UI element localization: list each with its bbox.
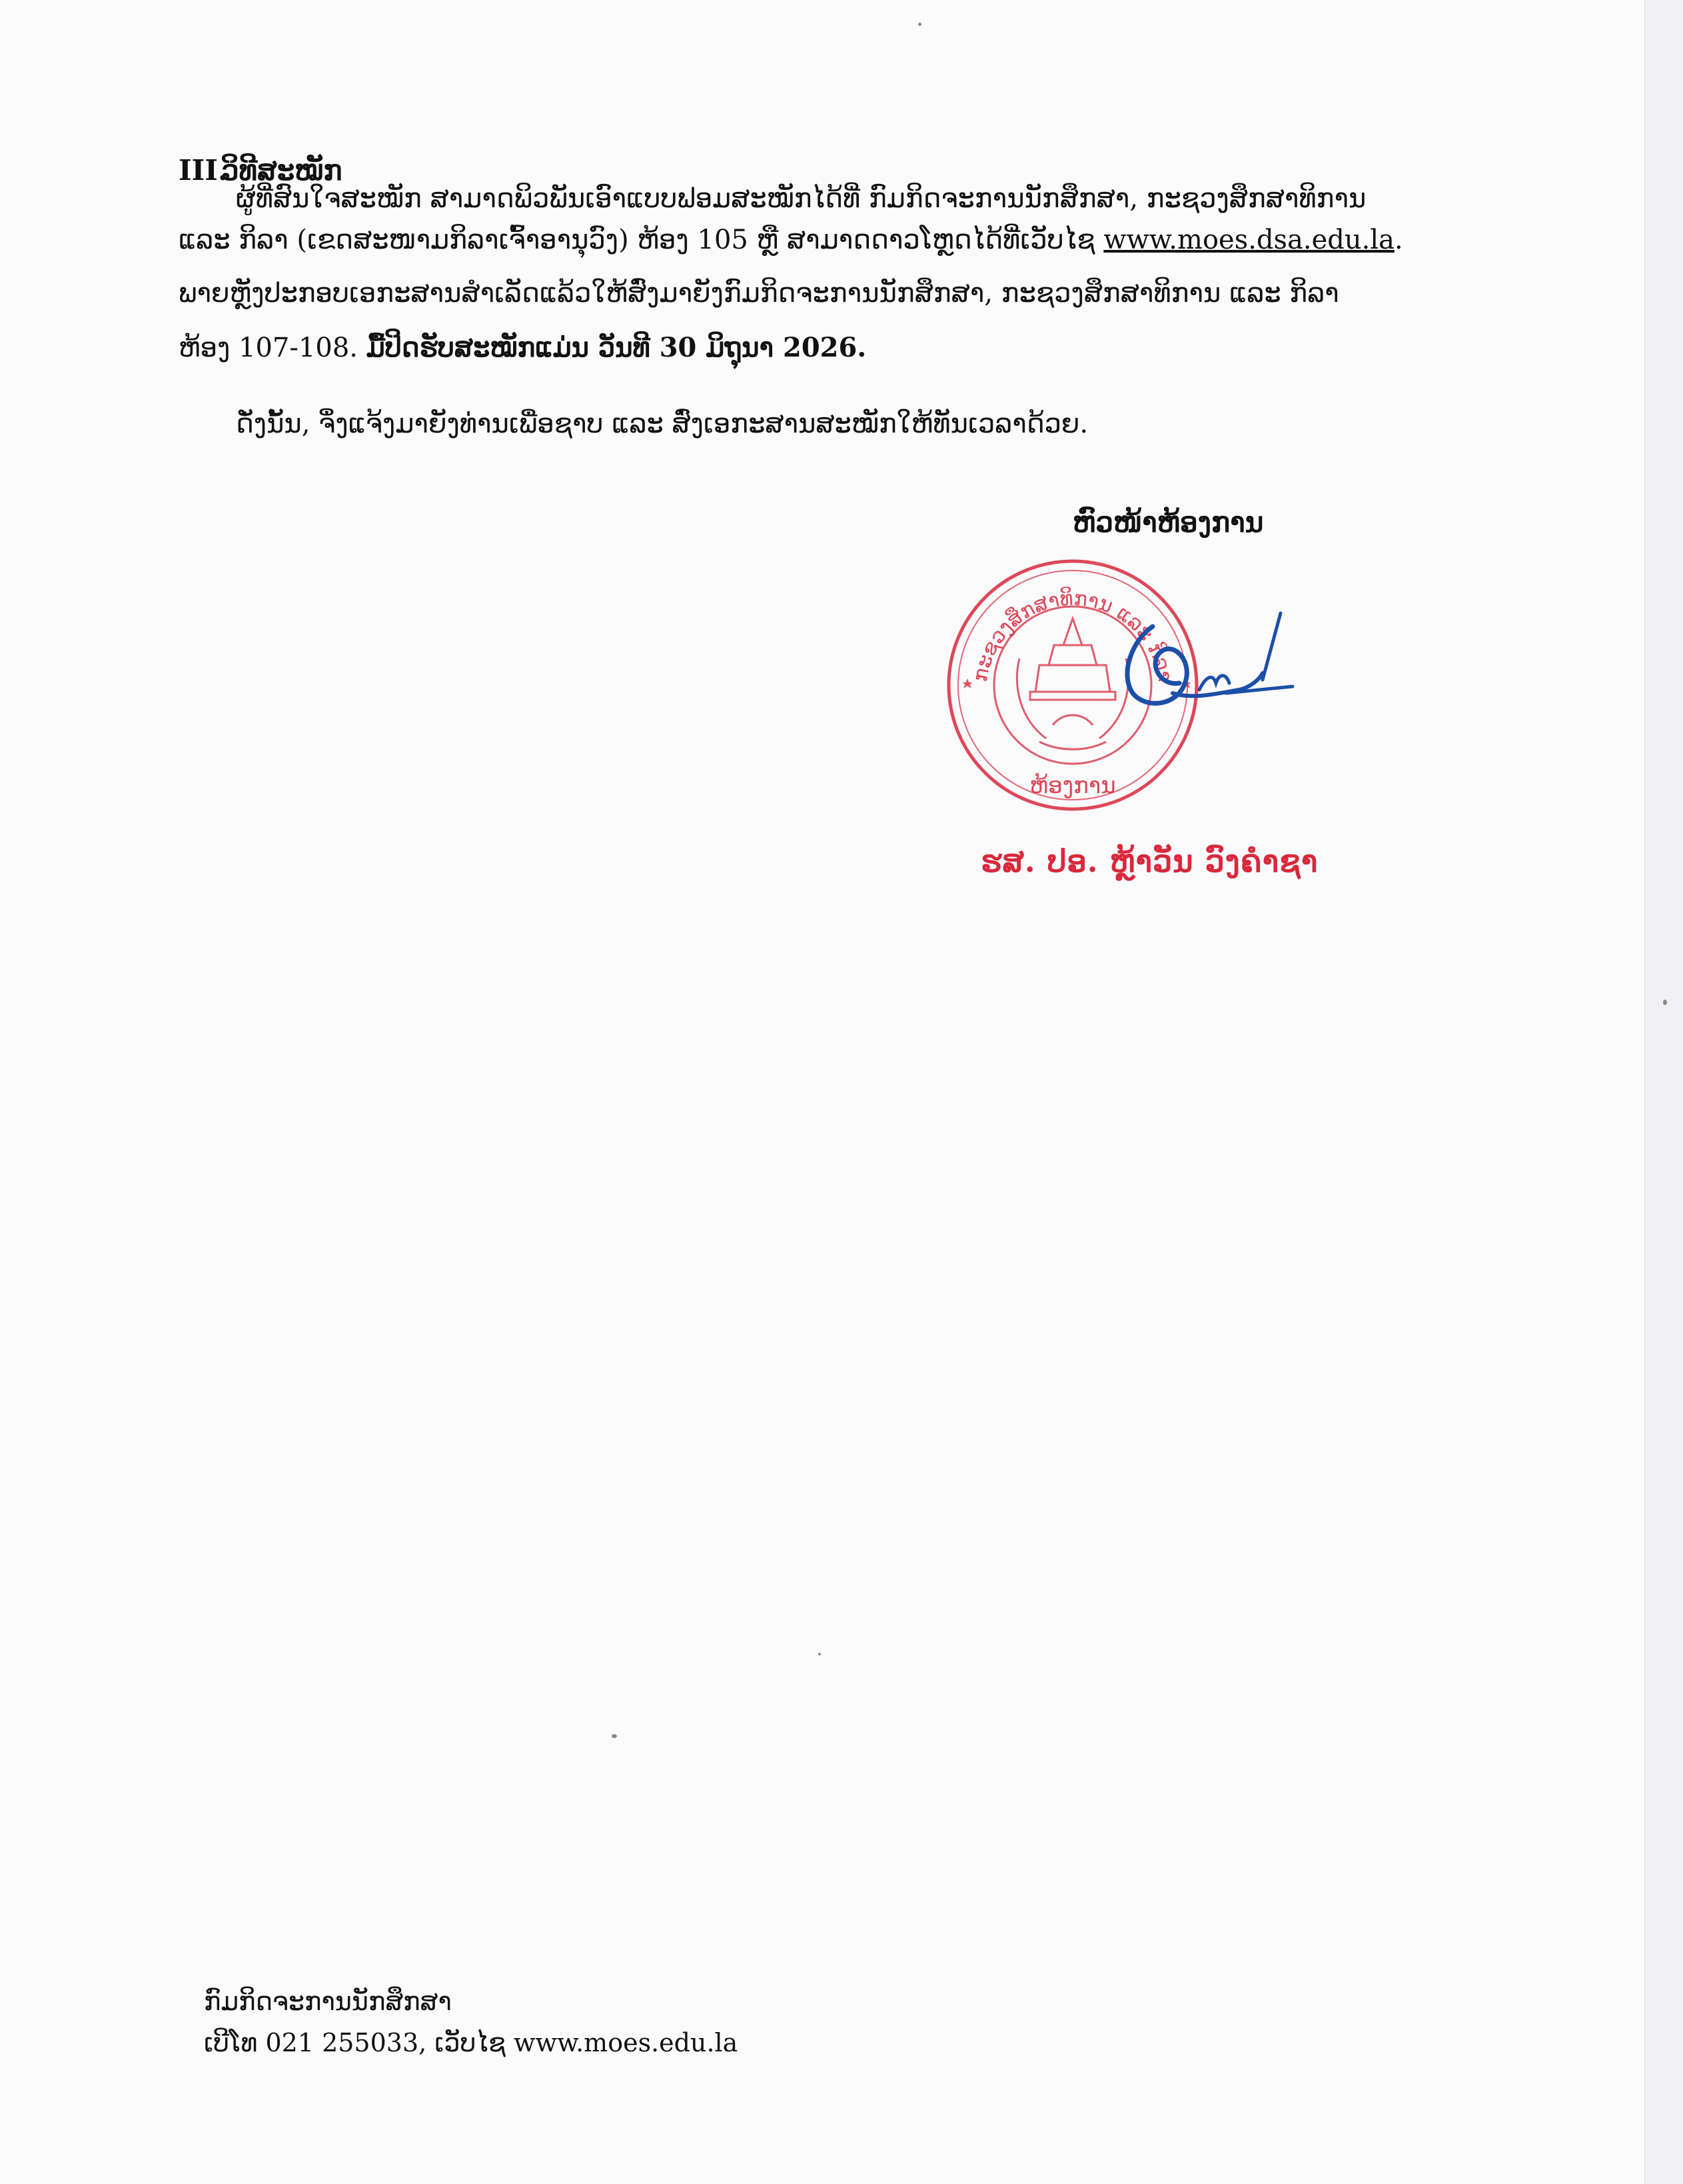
scan-speck [1663, 1000, 1667, 1005]
scan-speck [612, 1734, 617, 1738]
deadline-text: ມື້ປິດຮັບສະໝັກແມ່ນ ວັນທີ 30 ມິຖຸນາ 2026. [366, 332, 867, 363]
closing-line: ດັ່ງນັ້ນ, ຈຶ່ງແຈ້ງມາຍັງທ່ານເພື່ອຊາບ ແລະ ສົ່ງເອກະສານສະໝັກໃຫ້ທັນເວລາດ້ວຍ. [236, 409, 1089, 439]
signer-name: ຮສ. ປອ. ຫຼ້າວັນ ວົງຄໍາຊາ [981, 843, 1319, 879]
section-title: ວິທີສະໝັກ [221, 154, 342, 187]
body-line-2-period: . [1395, 225, 1403, 255]
section-number: III. [179, 154, 228, 187]
scan-edge [1646, 0, 1683, 2184]
body-line-4 [179, 329, 866, 367]
body-line-1: ຜູ້ທີ່ສົນໃຈສະໝັກ ສາມາດພິວພັນເອົາແບບຟອມສະໝັກໄດ້ທີ່ ກົມກິດຈະການນັກສຶກສາ, ກະຊວງສຶກສາທິການ [236, 183, 1367, 214]
body-line-2-text: ແລະ ກິລາ (ເຂດສະໜາມກິລາເຈົ້າອານຸວົງ) ຫ້ອງ 105 ຫຼື ສາມາດດາວໂຫຼດໄດ້ທີ່ເວັບໄຊ [179, 225, 1095, 255]
footer-organization: ກົມກິດຈະການນັກສຶກສາ [204, 1987, 452, 2016]
svg-text:ຫ້ອງການ: ຫ້ອງການ [1029, 772, 1116, 799]
signature-icon [1106, 600, 1306, 733]
body-line-2 [179, 221, 1403, 259]
website-link[interactable]: www.moes.dsa.edu.la [1103, 225, 1395, 255]
body-line-3: ພາຍຫຼັງປະກອບເອກະສານສຳເລັດແລ້ວໃຫ້ສົ່ງມາຍັງກົມກິດຈະການນັກສຶກສາ, ກະຊວງສຶກສາທິການ ແລະ ກິລາ [179, 278, 1339, 309]
scan-edge-line [1644, 0, 1646, 2184]
signature-title: ຫົວໜ້າຫ້ອງການ [1073, 506, 1264, 539]
scan-speck [818, 1653, 821, 1655]
footer-contact: ເບີໂທ 021 255033, ເວັບໄຊ www.moes.edu.la [204, 2028, 738, 2057]
svg-text:ກະຊວງສຶກສາທິການ ແລະ ກິລາ: ກະຊວງສຶກສາທິການ ແລະ ກິລາ [968, 586, 1177, 684]
scan-speck [918, 23, 921, 26]
room-number: ຫ້ອງ 107-108. [179, 333, 358, 363]
